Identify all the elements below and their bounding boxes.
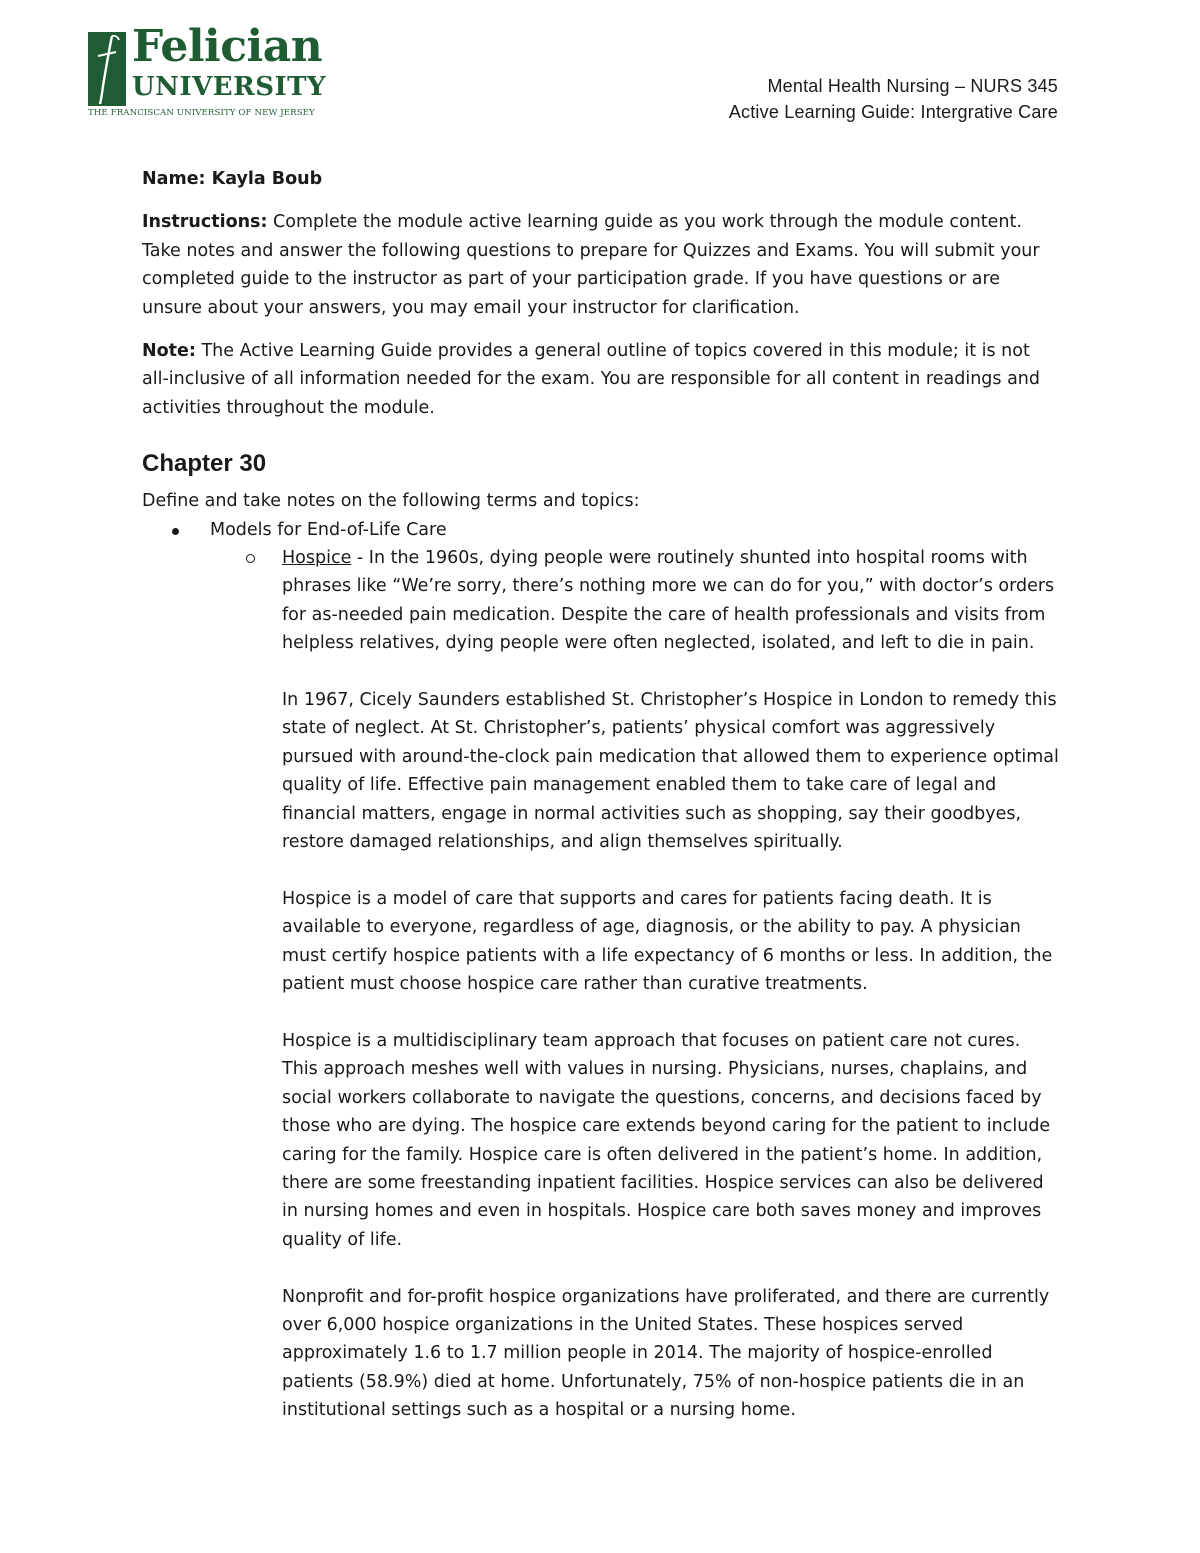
logo-tagline: THE FRANCISCAN UNIVERSITY OF NEW JERSEY bbox=[88, 108, 315, 118]
hospice-paragraph: In 1967, Cicely Saunders established St. Christopher’s Hospice in London to remedy this state of neglect. At St. Christopher’s, patients’ physical comfort was aggressively pursued with around-the-clock pain medication that allowed them to experience optimal quality of life. Effective pain management enabled them to take care of legal and financial matters, engage in normal activities such as shopping, say their goodbyes, restore damaged relationships, and align themselves spiritually. bbox=[282, 690, 1059, 853]
term-hospice: Hospice bbox=[282, 548, 352, 569]
guide-title: Active Learning Guide: Intergrative Care bbox=[728, 102, 1058, 122]
instructions-text: Complete the module active learning guide as you work through the module content. Take notes and answer the following questions to prepare for Quizzes and Exams. You will submit your completed guide to the instructor as part of your participation grade. If you have questions or are unsure about your answers, you may email your instructor for clarification. bbox=[142, 212, 1040, 318]
hospice-intro-text: - In the 1960s, dying people were routinely shunted into hospital rooms with phrases like “We’re sorry, there’s nothing more we can do for you,” with doctor’s orders for as-needed pain medication. Despite the care of health professionals and visits from helpless relatives, dying people were often neglected, isolated, and left to die in pain. bbox=[282, 548, 1055, 654]
university-logo bbox=[88, 21, 338, 120]
course-title: Mental Health Nursing – NURS 345 bbox=[767, 76, 1058, 96]
cross-f-icon bbox=[88, 32, 126, 106]
logo-university-text: UNIVERSITY bbox=[132, 72, 327, 102]
hospice-paragraph: Nonprofit and for-profit hospice organizations have proliferated, and there are currently over 6,000 hospice organizations in the United States. These hospices served approximately 1.6 to 1.7 million people in 2014. The majority of hospice-enrolled patients (58.9%) died at home. Unfortunately, 75% of non-hospice patients die in an institutional settings such as a hospital or a nursing home. bbox=[282, 1286, 1050, 1421]
hospice-paragraph: Hospice is a multidisciplinary team approach that focuses on patient care not cures. This approach meshes well with values in nursing. Physicians, nurses, chaplains, and social workers collaborate to navigate the questions, concerns, and decisions faced by those who are dying. The hospice care extends beyond caring for the patient to include caring for the family. Hospice care is often delivered in the patient’s home. In addition, there are some freestanding inpatient facilities. Hospice services can also be delivered in nursing homes and even in hospitals. Hospice care both saves money and improves quality of life. bbox=[282, 1030, 1051, 1250]
chapter-heading: Chapter 30 bbox=[142, 450, 267, 478]
instructions-label: Instructions: bbox=[142, 212, 268, 233]
list-item bbox=[210, 516, 1062, 544]
note-paragraph bbox=[142, 337, 1062, 422]
logo-wordmark: Felician bbox=[132, 21, 323, 72]
sub-list-item bbox=[282, 544, 1060, 1425]
note-label: Note: bbox=[142, 341, 196, 362]
document-header bbox=[729, 73, 1058, 125]
bullet-text: Models for End-of-Life Care bbox=[210, 519, 447, 540]
document-body bbox=[142, 165, 1062, 1453]
hospice-paragraph: Hospice is a model of care that supports and cares for patients facing death. It is available to everyone, regardless of age, diagnosis, or the ability to pay. A physician must certify hospice patients with a life expectancy of 6 months or less. In addition, the patient must choose hospice care rather than curative treatments. bbox=[282, 888, 1053, 995]
note-text: The Active Learning Guide provides a general outline of topics covered in this module; it is not all-inclusive of all information needed for the exam. You are responsible for all content in readings and activities throughout the module. bbox=[142, 341, 1041, 418]
instructions-paragraph bbox=[142, 208, 1062, 322]
hospice-intro-paragraph bbox=[282, 544, 1060, 658]
hollow-bullet-icon bbox=[246, 554, 255, 563]
bullet-icon bbox=[172, 528, 179, 535]
chapter-prompt: Define and take notes on the following terms and topics: bbox=[142, 491, 640, 512]
student-name: Name: Kayla Boub bbox=[142, 169, 323, 189]
